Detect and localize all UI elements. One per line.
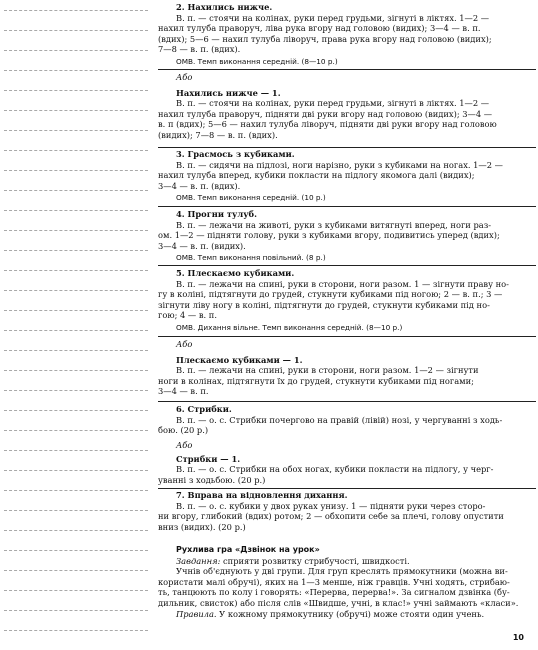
exercise-line: В. п. — стоячи на колінах, руки перед грудьми, зігнуті в ліктях. 1—2 — [176,98,490,109]
exercise-line: нахил тулуба вперед, кубики покласти на підлогу якомога далі (видих); [158,170,475,181]
margin-note-line [4,590,148,591]
exercise-line: ни вгору, глибокий (вдих) ротом; 2 — обхопити себе за плечі, голову опустити [158,511,504,522]
margin-note-line [4,110,148,111]
margin-note-line [4,410,148,411]
exercise-line: 3—4 — в. п. (видих). [158,240,246,251]
exercise-line: гу в коліні, підтягнути до грудей, стукнути кубиками під ногою; 2 — в. п.; 3 — [158,289,503,300]
alt-label: Або [176,72,193,82]
margin-note-line [4,490,148,491]
game-line: користати малі обручі), яких на 1—3 менше, ніж гравців. Учні ходять, стрибаю- [158,576,510,587]
exercise-7 [158,490,523,532]
exercise-line: В. п. — лежачи на спині, руки в сторони, ноги разом. 1—2 — зігнути [176,365,479,376]
margin-note-line [4,210,148,211]
divider [158,69,536,70]
exercise-title: Плескаємо кубиками — 1. [176,354,303,365]
divider [158,206,536,207]
game-line: Учнів об'єднують у дві групи. Для груп креслять прямокутники (можна ви- [176,566,508,577]
exercise-line: 3—4 — в. п. (вдих). [158,180,241,191]
exercise-line: В. п. — стоячи на колінах, руки перед грудьми, зігнуті в ліктях. 1—2 — [176,12,490,23]
margin-note-line [4,70,148,71]
margin-note-line [4,10,148,11]
margin-note-line [4,130,148,131]
exercise-line: В. п. — о. с. Стрибки почергово на правій (лівій) нозі, у чергуванні з ходь- [176,414,503,425]
margin-note-line [4,350,148,351]
exercise-line: бою. (20 р.) [158,425,209,436]
margin-note-line [4,310,148,311]
exercise-title: 6. Стрибки. [176,404,232,414]
exercise-line: в. п (вдих); 5—6 — нахил тулуба ліворуч, підняти дві руки вгору над головою [158,119,497,130]
margin-note-line [4,370,148,371]
divider [158,488,536,489]
margin-note-line [4,570,148,571]
exercise-line: В. п. — о. с. Стрибки на обох ногах, кубики покласти на підлогу, у черг- [176,464,494,475]
exercise-5 [158,268,523,334]
exercise-line: 3—4 — в. п. [158,386,209,397]
omv-note: ОМВ. Дихання вільне. Темп виконання середній. (8—10 р.) [176,322,403,332]
margin-note-line [4,530,148,531]
margin-note-line [4,610,148,611]
exercise-line: 7—8 — в. п. (вдих). [158,44,241,55]
exercise-line: гою; 4 — в. п. [158,310,217,321]
omv-note: ОМВ. Темп виконання повільний. (8 р.) [176,253,326,263]
exercise-line: зігнути ліву ногу в коліні, підтягнути до грудей, стукнути кубиками під но- [158,299,490,310]
exercise-6 [158,404,523,436]
margin-note-line [4,270,148,271]
divider [158,336,536,337]
omv-note: ОМВ. Темп виконання середній. (10 р.) [176,193,326,203]
margin-note-line [4,430,148,431]
alt-label: Або [176,339,193,349]
exercise-line: В. п. — сидячи на підлозі, ноги нарізно, руки з кубиками на ногах. 1—2 — [176,159,503,170]
game-title: Рухлива гра «Дзвінок на урок» [176,545,320,554]
exercise-title: 7. Вправа на відновлення дихання. [176,490,348,500]
exercise-title: 2. Нахились нижче. [176,2,273,12]
notes-margin [0,0,158,650]
divider [158,147,536,148]
margin-note-line [4,90,148,91]
exercise-line: (вдих); 5—6 — нахил тулуба ліворуч, права рука вгору над головою (видих); [158,33,492,44]
exercise-line: уванні з ходьбою. (20 р.) [158,474,266,485]
margin-note-line [4,190,148,191]
divider [158,401,536,402]
exercise-title: 5. Плескаємо кубиками. [176,268,295,278]
exercise-line: нахил тулуба праворуч, ліва рука вгору над головою (видих); 3—4 — в. п. [158,23,481,34]
game-rule [158,609,523,620]
margin-note-line [4,390,148,391]
exercise-2 [158,2,523,68]
margin-note-line [4,290,148,291]
task-label: Завдання: [176,555,221,566]
exercise-6-alt [158,440,523,485]
rule-label: Правила. [176,608,217,619]
alt-label: Або [176,440,193,450]
exercise-title: Стрибки — 1. [176,453,241,464]
exercise-line: вниз (видих). (20 р.) [158,521,246,532]
margin-note-line [4,470,148,471]
margin-note-line [4,250,148,251]
margin-note-line [4,330,148,331]
exercise-2-alt [158,72,523,141]
margin-note-line [4,510,148,511]
margin-note-line [4,230,148,231]
margin-note-line [4,170,148,171]
game-line: дильник, свисток) або після слів «Швидше, учні, в клас!» учні займають «класи». [158,597,519,608]
exercise-line: ом. 1—2 — підняти голову, руки з кубиками вгору, подивитись уперед (вдих); [158,230,500,241]
exercise-line: В. п. — лежачи на животі, руки з кубиками витягнуті вперед, ноги раз- [176,219,492,230]
game-task [158,556,523,567]
exercise-title: 3. Грасмось з кубиками. [176,149,295,159]
divider [158,265,536,266]
rule-text: У кожному прямокутнику (обручі) може стояти один учень. [216,608,485,619]
margin-note-line [4,30,148,31]
margin-note-line [4,630,148,631]
exercise-line: ноги в колінах, підтягнути їх до грудей, стукнути кубиками під ногами; [158,375,474,386]
exercise-line: нахил тулуба праворуч, підняти дві руки вгору над головою (видих); 3—4 — [158,108,493,119]
exercise-line: (видих); 7—8 — в. п. (вдих). [158,129,278,140]
exercise-5-alt [158,339,523,397]
margin-note-line [4,550,148,551]
omv-note: ОМВ. Темп виконання середній. (8—10 р.) [176,56,338,66]
exercise-3 [158,149,523,204]
exercise-line: В. п. — лежачи на спині, руки в сторони, ноги разом. 1 — зігнути праву но- [176,278,509,289]
margin-note-line [4,450,148,451]
task-text: сприяти розвитку стрибучості, швидкості. [220,555,410,566]
exercise-line: В. п. — о. с. кубики у двох руках унизу. 1 — підняти руки через сторо- [176,500,486,511]
exercise-title: 4. Прогни тулуб. [176,209,257,219]
exercise-4 [158,209,523,264]
game-section [158,545,523,619]
page-number: 10 [512,633,524,642]
game-line: ть, танцюють по колу і говорять: «Перерва, перерва!». За сигналом дзвінка (бу- [158,587,510,598]
margin-note-line [4,50,148,51]
margin-note-line [4,150,148,151]
exercise-title: Нахились нижче — 1. [176,87,281,98]
